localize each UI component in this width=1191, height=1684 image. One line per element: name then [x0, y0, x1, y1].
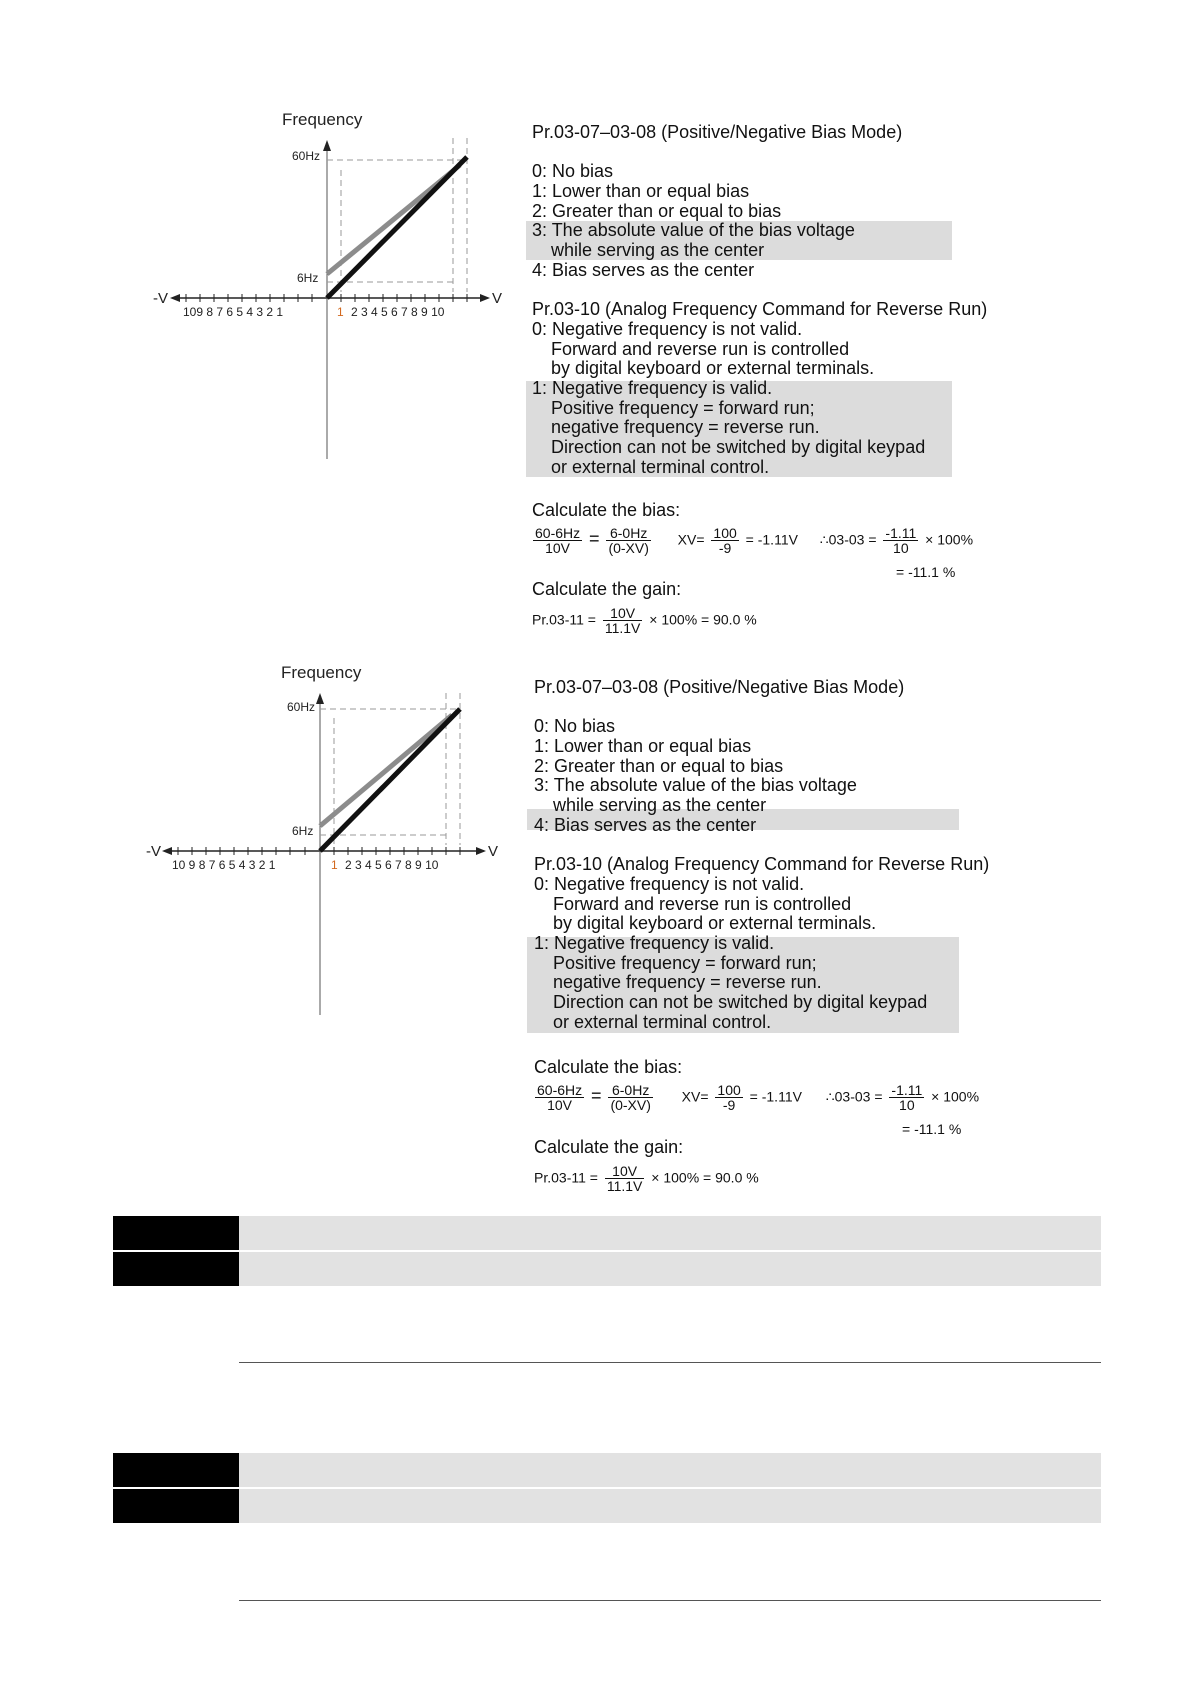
xv-result: = -1.11V: [749, 1088, 802, 1105]
reverse-line-7: or external terminal control.: [553, 1011, 772, 1032]
frac-freq-range: $\frac{60-6Hz}{10V}$: [537, 1082, 583, 1113]
ymax-label: 60Hz: [292, 149, 321, 163]
calc-gain-title: Calculate the gain:: [532, 579, 682, 599]
axis-neg-label: -V: [146, 843, 161, 860]
param-header-block-1: [113, 1216, 239, 1250]
reverse-line-3: 1: Negative frequency is valid.: [532, 377, 773, 398]
bias-mode-1: 1: Lower than or equal bias: [534, 736, 752, 757]
bias-mode-section: [534, 678, 989, 1032]
reverse-line-2: by digital keyboard or external terminals.: [553, 913, 877, 934]
xv-result: = -1.11V: [745, 531, 798, 548]
frac-xv: $\frac{100}{-9}$: [717, 1082, 741, 1113]
frac-gain: $\frac{10V}{11.1V}$: [606, 1163, 643, 1194]
reverse-line-0: 0: Negative frequency is not valid.: [532, 318, 803, 339]
bias-mode-title: Pr.03-07–03-08 (Positive/Negative Bias Mode): [532, 122, 903, 142]
frac-pr: $\frac{-1.11}{10}$: [885, 525, 917, 556]
reverse-line-1: Forward and reverse run is controlled: [553, 893, 852, 914]
gain-result: × 100% = 90.0 %: [651, 1169, 759, 1186]
neg-tick-labels: 109 8 7 6 5 4 3 2 1: [183, 305, 284, 319]
figure-1: [0, 0, 1191, 636]
param-header-bar-1: [239, 1216, 1101, 1250]
pos-tick-labels: 2 3 4 5 6 7 8 9 10: [351, 305, 445, 319]
frequency-graph-2: [0, 553, 520, 1113]
reverse-line-6: Direction can not be switched by digital keypad: [551, 437, 926, 457]
x-axis-pos-arrow: [476, 847, 486, 855]
bias-mode-4: 4: Bias serves as the center: [532, 259, 755, 280]
bias-mode-2: 2: Greater than or equal to bias: [532, 200, 782, 221]
axis-neg-label: -V: [153, 290, 168, 307]
bias-mode-3-cont: while serving as the center: [551, 240, 765, 261]
reverse-line-3: 1: Negative frequency is valid.: [534, 932, 775, 953]
frac-freq-range: $\frac{60-6Hz}{10V}$: [535, 525, 581, 556]
x-axis-pos-arrow: [480, 294, 490, 302]
bias-label: 6Hz: [297, 271, 319, 285]
divider-2: [239, 1600, 1101, 1601]
neg-tick-labels: 10 9 8 7 6 5 4 3 2 1: [172, 858, 276, 872]
frequency-graph-1: [0, 0, 520, 560]
ymax-label: 60Hz: [287, 700, 316, 714]
reverse-line-1: Forward and reverse run is controlled: [551, 338, 850, 359]
calc-gain-title: Calculate the gain:: [534, 1137, 684, 1157]
gain-result: × 100% = 90.0 %: [649, 611, 757, 628]
param-header-block-2: [113, 1252, 239, 1286]
bias-mode-0: 0: No bias: [534, 716, 616, 737]
reverse-line-7: or external terminal control.: [551, 456, 770, 477]
y-axis-arrow: [316, 693, 324, 704]
pr-result: = -11.1 %: [902, 1121, 962, 1137]
reverse-line-4: Positive frequency = forward run;: [551, 397, 815, 418]
axis-pos-label: V: [492, 290, 503, 307]
reverse-line-4: Positive frequency = forward run;: [553, 952, 817, 973]
bias-mode-4: 4: Bias serves as the center: [534, 814, 757, 835]
reverse-line-5: negative frequency = reverse run.: [553, 972, 822, 993]
bias-mode-title: Pr.03-07–03-08 (Positive/Negative Bias Mode): [534, 677, 905, 697]
gain-prefix: Pr.03-11 =: [532, 611, 596, 628]
xv-label: XV=: [681, 1088, 709, 1105]
bias-formula: $\frac{60-6Hz}{10V}$ = $\frac{6-0Hz}{(0-XV)}$ XV= $\frac{100}{-9}$ = -1.11V ∴03-03 = $\frac{-1.11}{10}$ × 100%: [535, 525, 974, 556]
frac-bias-range: $\frac{6-0Hz}{(0-XV)}$: [610, 1082, 651, 1113]
pr-prefix: ∴03-03 =: [825, 1088, 883, 1105]
frac-gain: $\frac{10V}{11.1V}$: [604, 605, 641, 636]
calc-bias-title: Calculate the bias:: [534, 1057, 683, 1077]
bias-mode-3: 3: The absolute value of the bias voltage: [534, 775, 857, 796]
calc-bias-title: Calculate the bias:: [532, 500, 681, 520]
reverse-run-title: Pr.03-10 (Analog Frequency Command for Reverse Run): [534, 854, 990, 875]
x-axis-neg-arrow: [162, 847, 172, 855]
biased-frequency-line: [320, 715, 452, 826]
pos-first-tick: 1: [337, 305, 344, 319]
bias-mode-2: 2: Greater than or equal to bias: [534, 755, 784, 776]
divider-1: [239, 1362, 1101, 1363]
param-header-bar-3: [239, 1453, 1101, 1487]
param-header-bar-4: [239, 1489, 1101, 1523]
pos-tick-labels: 2 3 4 5 6 7 8 9 10: [345, 858, 439, 872]
graph-title: Frequency: [281, 663, 362, 682]
reverse-line-6: Direction can not be switched by digital keypad: [553, 992, 928, 1012]
pr-result: = -11.1 %: [896, 564, 956, 580]
param-header-block-3: [113, 1453, 239, 1487]
figure-2: [0, 553, 1191, 1194]
bias-label: 6Hz: [292, 824, 314, 838]
param-header-block-4: [113, 1489, 239, 1523]
frequency-line: [327, 157, 467, 298]
bias-mode-section: [532, 123, 987, 477]
pr-suffix: × 100%: [931, 1088, 980, 1105]
x-axis-neg-arrow: [170, 294, 180, 302]
bias-mode-3-cont: while serving as the center: [553, 795, 767, 816]
gain-prefix: Pr.03-11 =: [534, 1169, 598, 1186]
y-axis-arrow: [323, 140, 331, 151]
bias-formula: $\frac{60-6Hz}{10V}$ = $\frac{6-0Hz}{(0-XV)}$ XV= $\frac{100}{-9}$ = -1.11V ∴03-03 = $\frac{-1.11}{10}$ × 100%: [537, 1082, 980, 1113]
gain-formula: [534, 1164, 759, 1194]
pr-prefix: ∴03-03 =: [819, 531, 877, 548]
frac-bias-range: $\frac{6-0Hz}{(0-XV)}$: [608, 525, 649, 556]
bias-mode-3: 3: The absolute value of the bias voltage: [532, 220, 855, 241]
reverse-run-title: Pr.03-10 (Analog Frequency Command for Reverse Run): [532, 299, 988, 320]
pr-suffix: × 100%: [925, 531, 974, 548]
bias-mode-0: 0: No bias: [532, 161, 614, 182]
param-header-bar-2: [239, 1252, 1101, 1286]
reverse-line-2: by digital keyboard or external terminals.: [551, 358, 875, 379]
bias-mode-1: 1: Lower than or equal bias: [532, 181, 750, 202]
reverse-line-0: 0: Negative frequency is not valid.: [534, 873, 805, 894]
axis-pos-label: V: [488, 843, 499, 860]
reverse-line-5: negative frequency = reverse run.: [551, 417, 820, 438]
graph-title: Frequency: [282, 110, 363, 129]
frac-xv: $\frac{100}{-9}$: [713, 525, 737, 556]
xv-label: XV=: [677, 531, 705, 548]
frac-pr: $\frac{-1.11}{10}$: [891, 1082, 923, 1113]
frequency-line: [320, 709, 460, 851]
pos-first-tick: 1: [331, 858, 338, 872]
